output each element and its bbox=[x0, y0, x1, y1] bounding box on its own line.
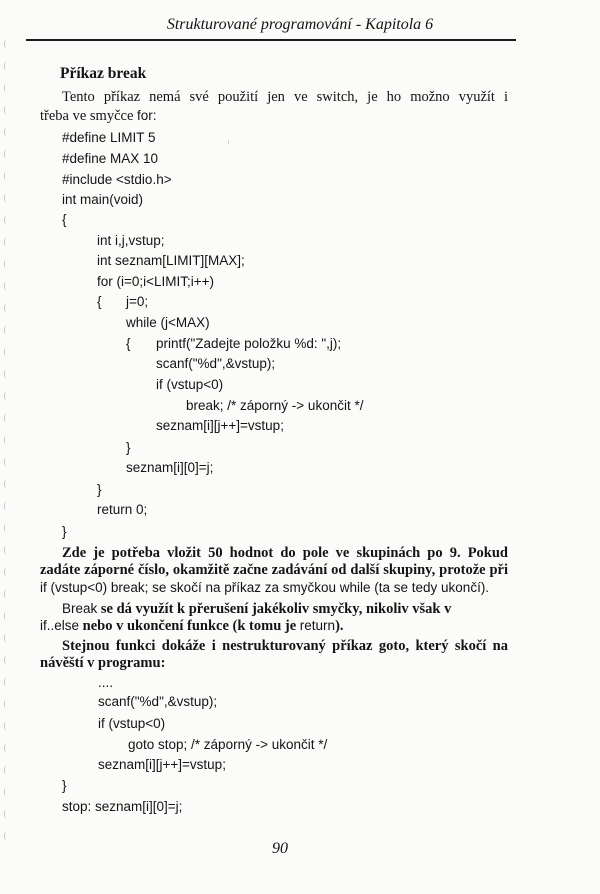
code-line: } bbox=[126, 440, 131, 455]
inline-code: if (vstup<0) break; bbox=[40, 580, 149, 595]
code-line: stop: seznam[i][0]=j; bbox=[62, 799, 183, 814]
para-break-text: nebo v ukončení funkce (k tomu je bbox=[79, 618, 300, 634]
code-line: int seznam[LIMIT][MAX]; bbox=[97, 253, 245, 268]
code-line: scanf("%d",&vstup); bbox=[98, 694, 218, 709]
code-line: while (j<MAX) bbox=[126, 315, 210, 330]
scan-mark bbox=[228, 140, 233, 144]
para-goto-line-2: návěští v programu: bbox=[40, 655, 166, 671]
code-line: #define LIMIT 5 bbox=[62, 130, 156, 145]
intro-line-2 bbox=[40, 107, 157, 125]
code-line: } bbox=[97, 482, 102, 497]
code-line: return 0; bbox=[97, 502, 148, 517]
para-break-line-2 bbox=[40, 617, 344, 635]
code-line: if (vstup<0) bbox=[156, 377, 224, 392]
code-line: seznam[i][0]=j; bbox=[126, 460, 214, 475]
code-line: int i,j,vstup; bbox=[97, 233, 165, 248]
intro-code: for: bbox=[137, 108, 157, 123]
code-line: break; /* záporný -> ukončit */ bbox=[186, 398, 364, 413]
inline-code: Break bbox=[62, 601, 98, 616]
code-line: if (vstup<0) bbox=[98, 716, 166, 731]
code-line: seznam[i][j++]=vstup; bbox=[156, 418, 284, 433]
code-line: { bbox=[97, 294, 102, 309]
code-line: for (i=0;i<LIMIT;i++) bbox=[97, 274, 215, 289]
para-goto-line-1: Stejnou funkci dokáže i nestrukturovaný příkaz goto, který skočí na bbox=[62, 638, 508, 654]
para-zde-line-2: zadáte záporné číslo, okamžitě začne zadávání od další skupiny, protože při bbox=[40, 562, 508, 578]
code-line: seznam[i][j++]=vstup; bbox=[98, 757, 226, 772]
code-line: } bbox=[62, 778, 67, 793]
code-line: printf("Zadejte položku %d: ",j); bbox=[156, 336, 342, 351]
code-line: goto stop; /* záporný -> ukončit */ bbox=[128, 737, 328, 752]
code-line: #include <stdio.h> bbox=[62, 172, 172, 187]
code-line: .... bbox=[98, 675, 114, 690]
code-line: { bbox=[62, 212, 67, 227]
code-line: { bbox=[126, 336, 131, 351]
binding-holes bbox=[4, 40, 12, 860]
inline-code: return bbox=[299, 618, 336, 633]
code-line: } bbox=[62, 524, 67, 539]
page-number: 90 bbox=[272, 840, 288, 857]
para-zde-text: se skočí na příkaz za smyčkou while (ta se tedy ukončí). bbox=[148, 580, 490, 595]
section-title: Příkaz break bbox=[60, 65, 147, 82]
para-break-text: ). bbox=[335, 618, 344, 634]
inline-code: if..else bbox=[40, 618, 80, 633]
code-line: j=0; bbox=[126, 294, 149, 309]
para-break-text: se dá využít k přerušení jakékoliv smyčky, nikoliv však v bbox=[97, 601, 452, 617]
intro-text: třeba ve smyčce bbox=[40, 108, 138, 124]
code-line: int main(void) bbox=[62, 192, 144, 207]
para-break-line-1 bbox=[62, 600, 508, 618]
code-line: scanf("%d",&vstup); bbox=[156, 356, 276, 371]
running-header: Strukturované programování - Kapitola 6 bbox=[166, 16, 434, 33]
para-zde-line-3 bbox=[40, 579, 489, 597]
code-line: #define MAX 10 bbox=[62, 151, 159, 166]
header-rule bbox=[26, 39, 516, 41]
para-zde-line-1: Zde je potřeba vložit 50 hodnot do pole ve skupinách po 9. Pokud bbox=[62, 545, 508, 561]
intro-line-1: Tento příkaz nemá své použití jen ve switch, je ho možno využít i bbox=[62, 89, 508, 105]
